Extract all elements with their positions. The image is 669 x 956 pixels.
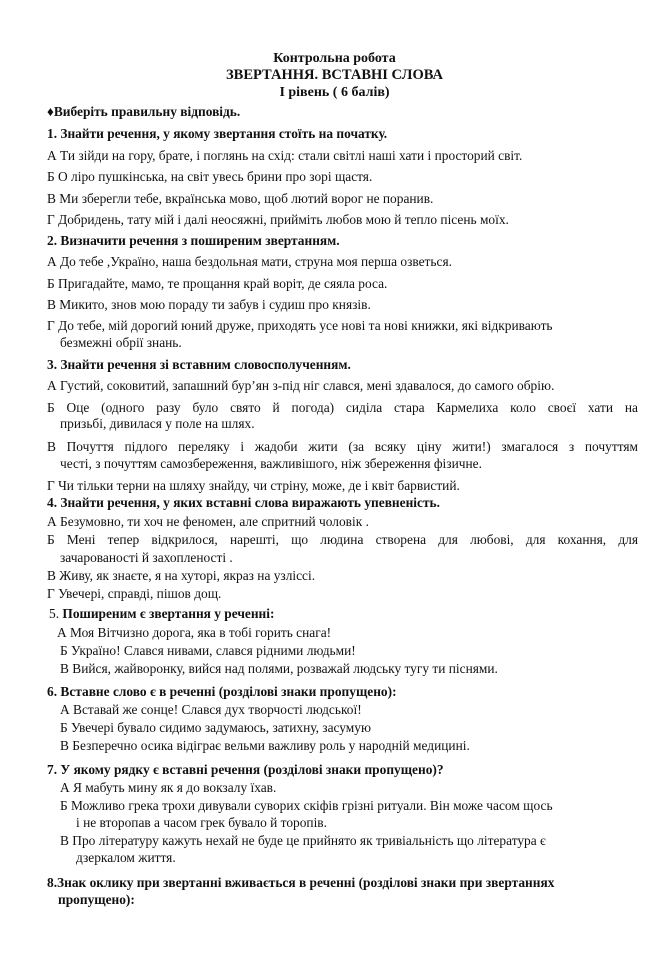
question-7: 7. У якому рядку є вставні речення (розділові знаки пропущено)? [47, 762, 444, 777]
q3-option-d: Г Чи тільки терни на шляху знайду, чи стріну, може, де і квіт барвистий. [47, 478, 460, 493]
q3-option-c: В Почуття підлого переляку і жадоби жити (за всяку ціну жити!) змагалося з почуттям [47, 439, 638, 454]
question-8-continued: пропущено): [58, 892, 135, 907]
q4-option-c: В Живу, як знаєте, я на хуторі, якраз на узліссі. [47, 568, 316, 583]
q7-option-c-continued: дзеркалом життя. [76, 850, 176, 865]
q6-option-b: Б Увечері бувало сидимо задумаюсь, затихну, засумую [60, 720, 371, 735]
question-5 [49, 606, 274, 622]
q7-option-b: Б Можливо грека трохи дивували суворих скіфів грізні ритуали. Він може часом щось [60, 798, 553, 813]
q3-option-b-continued: призьбі, дивилася у поле на шлях. [60, 416, 255, 431]
q1-option-b: Б О ліро пушкінська, на світ увесь брини про зорі щастя. [47, 169, 373, 184]
q5-option-a: А Моя Вітчизно дорога, яка в тобі горить снага! [57, 625, 332, 640]
question-5-number: 5. [49, 606, 60, 621]
q1-option-a: А Ти зійди на гору, брате, і поглянь на схід: стали світлі наші хати і просторий світ. [47, 148, 523, 163]
question-1: 1. Знайти речення, у якому звертання стоїть на початку. [47, 126, 388, 141]
q4-option-b-continued: зачарованості й захопленості . [60, 550, 233, 565]
q4-option-a: А Безумовно, ти хоч не феномен, але спритний чоловік . [47, 514, 369, 529]
level-label: І рівень ( 6 балів) [279, 85, 390, 100]
q4-option-b: Б Мені тепер відкрилося, нарешті, що людина створена для любові, для кохання, для [47, 532, 638, 547]
q3-option-c-continued: честі, з почуттям самозбереження, важливішого, ніж збереження фізичне. [60, 456, 482, 471]
q5-option-b: Б Україно! Слався нивами, слався рідними людьми! [60, 643, 356, 658]
q7-option-c: В Про літературу кажуть нехай не буде це прийнято як тривіальність що література є [60, 833, 546, 848]
question-5-text: Поширеним є звертання у реченні: [62, 606, 275, 621]
question-4: 4. Знайти речення, у яких вставні слова виражають упевненість. [47, 495, 440, 510]
q3-option-b: Б Оце (одного разу було свято й погода) сиділа стара Кармелиха коло своєї хати на [47, 400, 638, 415]
q6-option-c: В Безперечно осика відіграє вельми важливу роль у народній медицині. [60, 738, 470, 753]
q2-option-d: Г До тебе, мій дорогий юний друже, приходять усе нові та нові книжки, які відкривають [47, 318, 553, 333]
q2-option-b: Б Пригадайте, мамо, те прощання край воріт, де сяяла роса. [47, 276, 388, 291]
q2-option-c: В Микито, знов мою пораду ти забув і судиш про князів. [47, 297, 371, 312]
q1-option-d: Г Добридень, тату мій і далі неосяжні, прийміть любов мою й тепло пісень моїх. [47, 212, 509, 227]
question-3: 3. Знайти речення зі вставним словосполученням. [47, 357, 351, 372]
q7-option-a: А Я мабуть мину як я до вокзалу їхав. [60, 780, 277, 795]
q6-option-a: А Вставай же сонце! Слався дух творчості людської! [60, 702, 362, 717]
question-8: 8.Знак оклику при звертанні вживається в реченні (розділові знаки при звертаннях [47, 875, 555, 890]
page-title: ЗВЕРТАННЯ. ВСТАВНІ СЛОВА [226, 67, 443, 83]
q1-option-c: В Ми зберегли тебе, вкраїнська мово, щоб лютий ворог не поранив. [47, 191, 434, 206]
q4-option-d: Г Увечері, справді, пішов дощ. [47, 586, 222, 601]
q3-option-a: А Густий, соковитий, запашний бур’ян з-під ніг слався, мені здавалося, до самого обрію. [47, 378, 555, 393]
question-2: 2. Визначити речення з поширеним звертанням. [47, 233, 340, 248]
q7-option-b-continued: і не второпав а часом грек бувало й торопів. [76, 815, 327, 830]
question-6: 6. Вставне слово є в реченні (розділові знаки пропущено): [47, 684, 397, 699]
q2-option-a: А До тебе ,Україно, наша бездольная мати, струна моя перша озветься. [47, 254, 452, 269]
instruction: ♦Виберіть правильну відповідь. [47, 104, 241, 119]
q2-option-d-continued: безмежні обрії знань. [60, 335, 182, 350]
q5-option-c: В Вийся, жайворонку, вийся над полями, розважай людську тугу ти піснями. [60, 661, 498, 676]
header-line: Контрольна робота [273, 51, 396, 66]
